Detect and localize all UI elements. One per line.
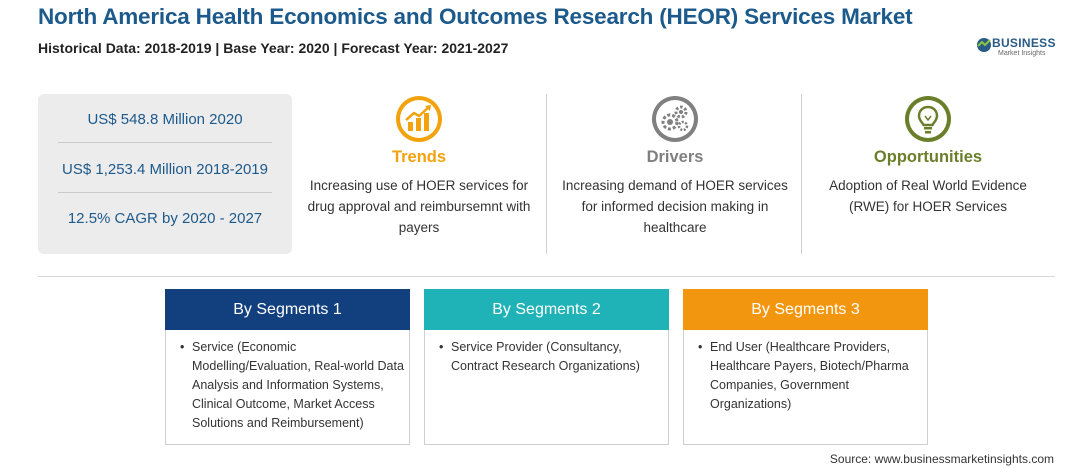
stat-divider xyxy=(58,192,272,193)
stat-cagr: 12.5% CAGR by 2020 - 2027 xyxy=(67,210,263,227)
lightbulb-icon xyxy=(903,94,953,144)
segment-3-title: By Segments 3 xyxy=(683,289,928,330)
list-item: • End User (Healthcare Providers, Healthcare Payers, Biotech/Pharma Companies, Government Organizations) xyxy=(698,338,927,414)
segment-1-title: By Segments 1 xyxy=(165,289,410,330)
segment-card-1 xyxy=(165,289,410,445)
segment-2-title: By Segments 2 xyxy=(424,289,669,330)
segment-card-3 xyxy=(683,289,928,445)
segment-1-list xyxy=(166,338,409,433)
column-divider xyxy=(546,94,547,254)
page-title: North America Health Economics and Outcomes Research (HEOR) Services Market xyxy=(38,4,913,29)
logo-name: BUSINESS xyxy=(992,36,1056,50)
opportunities-column xyxy=(809,94,1047,217)
segment-3-list xyxy=(684,338,927,414)
logo-globe-icon xyxy=(976,36,992,54)
gears-icon xyxy=(650,94,700,144)
drivers-column xyxy=(556,94,794,238)
drivers-text: Increasing demand of HOER services for informed decision making in healthcare xyxy=(562,178,788,235)
trends-heading: Trends xyxy=(391,148,447,166)
drivers-heading: Drivers xyxy=(646,148,704,166)
list-item: • Service Provider (Consultancy, Contract Research Organizations) xyxy=(439,338,668,376)
stat-market-value-2020: US$ 548.8 Million 2020 xyxy=(87,111,243,128)
logo-tagline: Market Insights xyxy=(998,50,1046,57)
column-divider xyxy=(801,94,802,254)
stat-market-value-historical: US$ 1,253.4 Million 2018-2019 xyxy=(62,161,268,178)
market-stats-panel xyxy=(38,94,292,254)
source-credit: Source: www.businessmarketinsights.com xyxy=(829,452,1054,466)
company-logo xyxy=(976,34,1066,62)
segment-2-list xyxy=(425,338,668,376)
page-subtitle: Historical Data: 2018-2019 | Base Year: 2020 | Forecast Year: 2021-2027 xyxy=(38,40,509,56)
growth-chart-icon xyxy=(394,94,444,144)
section-divider xyxy=(38,276,1055,277)
segment-card-2 xyxy=(424,289,669,445)
trends-text: Increasing use of HOER services for drug approval and reimbursemnt with payers xyxy=(307,178,531,235)
opportunities-heading: Opportunities xyxy=(873,148,983,166)
opportunities-text: Adoption of Real World Evidence (RWE) for HOER Services xyxy=(829,178,1027,214)
list-item: • Service (Economic Modelling/Evaluation, Real-world Data Analysis and Information Systems, Clinical Outcome, Market Access Solutions and Reimbursement) xyxy=(180,338,409,433)
stat-divider xyxy=(58,142,272,143)
trends-column xyxy=(300,94,538,238)
